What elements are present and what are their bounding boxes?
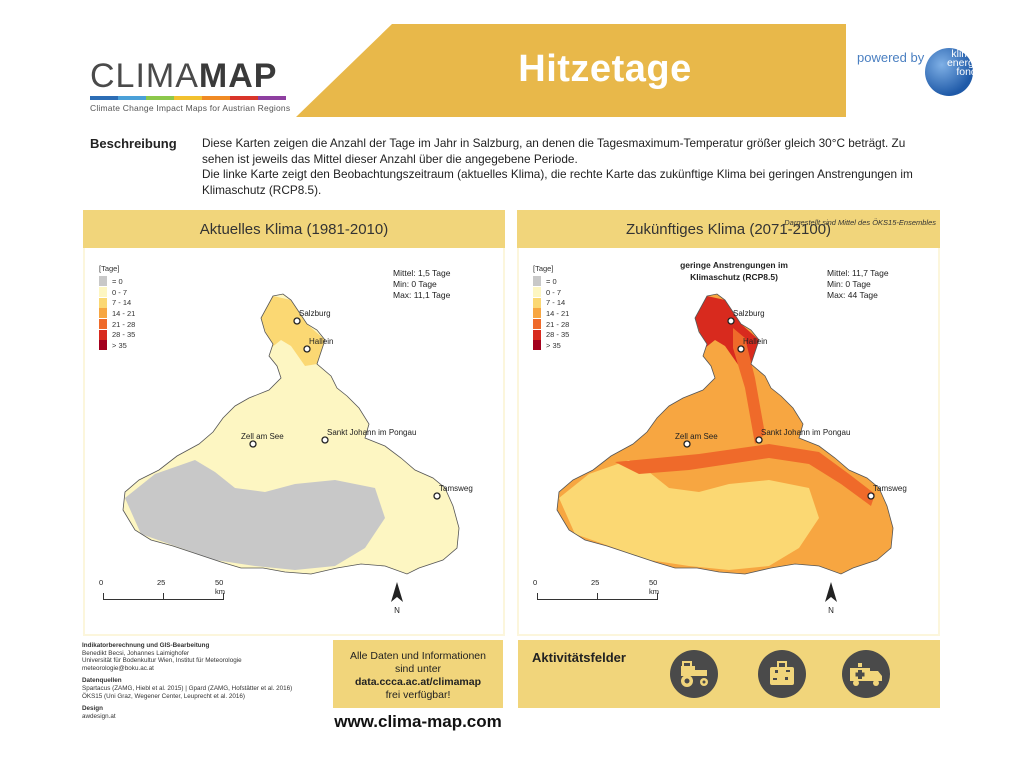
activity-title: Aktivitätsfelder (532, 650, 626, 665)
logo-bar-segment (174, 96, 202, 100)
legend-label: > 35 (546, 340, 561, 350)
legend-swatch (99, 340, 107, 350)
credits-line: Benedikt Becsi, Johannes Laimighofer (82, 649, 190, 657)
legend-label: 7 - 14 (112, 298, 132, 308)
map-panel-current (83, 210, 505, 636)
legend-unit: [Tage] (533, 264, 554, 273)
logo-bar-segment (202, 96, 230, 100)
logo-bar-segment (118, 96, 146, 100)
scale-label: 0 (99, 578, 104, 587)
map-area-current (85, 248, 503, 634)
stats-future (827, 268, 889, 301)
description-label: Beschreibung (90, 136, 177, 151)
legend-label: 7 - 14 (546, 298, 566, 308)
scale-label: 0 (533, 578, 538, 587)
logo-color-bar (90, 96, 286, 100)
place-marker (756, 437, 762, 443)
credits-heading: Design (82, 705, 103, 713)
legend-classes (533, 276, 569, 351)
panel-title-current: Aktuelles Klima (1981-2010) (83, 210, 505, 248)
legend-label: 28 - 35 (546, 330, 570, 340)
place-marker (294, 318, 300, 324)
legend-item (533, 297, 569, 308)
place-marker (868, 493, 874, 499)
stats-current (393, 268, 451, 301)
website-link[interactable]: www.clima-map.com (334, 712, 502, 731)
map-panel-future (517, 210, 940, 636)
credits-line: meteorologie@boku.ac.at (82, 664, 154, 672)
legend-swatch (99, 330, 107, 340)
legend-swatch (533, 298, 541, 308)
ensemble-note: Dargestellt sind Mittel des ÖKS15-Ensembles (784, 218, 936, 227)
powered-by-label: powered by (857, 50, 925, 65)
scalebar (533, 578, 669, 608)
place-label: Sankt Johann im Pongau (761, 428, 851, 437)
suitcase-icon[interactable] (758, 650, 806, 698)
legend-item (533, 329, 569, 340)
legend-item (533, 319, 569, 330)
scalebar (99, 578, 235, 608)
ambulance-icon[interactable] (842, 650, 890, 698)
place-label: Salzburg (733, 309, 765, 318)
legend (99, 264, 135, 351)
stat-min: Min: 0 Tage (827, 279, 871, 289)
legend-classes (99, 276, 135, 351)
scale-label: 25 (157, 578, 166, 587)
legend-swatch (99, 276, 107, 286)
north-arrow-icon: N (389, 582, 405, 614)
legend-item (99, 276, 135, 287)
place-marker (738, 346, 744, 352)
tractor-icon[interactable] (670, 650, 718, 698)
scale-label: 25 (591, 578, 600, 587)
description-line: Diese Karten zeigen die Anzahl der Tage im Jahr in Salzburg, an denen die Tagesmaximum-Temperatur größer gleich 30°C beträgt. Zu (202, 136, 906, 150)
place-marker (304, 346, 310, 352)
legend-item (99, 297, 135, 308)
legend-label: > 35 (112, 340, 127, 350)
description-line: Klimaschutz (RCP8.5). (202, 182, 322, 197)
scale-label: 50 km (215, 578, 225, 596)
logo-subtitle: Climate Change Impact Maps for Austrian Regions (90, 103, 291, 113)
legend-label: 0 - 7 (112, 287, 128, 297)
legend-swatch (533, 276, 541, 286)
legend-label: 14 - 21 (546, 308, 570, 318)
place-label: Hallein (743, 337, 768, 346)
climamap-logo (90, 58, 290, 113)
place-label: Hallein (309, 337, 334, 346)
legend-item (99, 329, 135, 340)
legend-swatch (533, 340, 541, 350)
credits-line: Universität für Bodenkultur Wien, Institut für Meteorologie (82, 657, 242, 665)
data-info-box: Alle Daten und Informationen sind unter data.ccca.ac.at/climamap frei verfügbar! (333, 640, 503, 708)
salzburg-heat-map-current (85, 248, 503, 634)
place-label: Sankt Johann im Pongau (327, 428, 417, 437)
legend (533, 264, 569, 351)
stat-mean: Mittel: 1,5 Tage (393, 268, 451, 278)
place-label: Tamsweg (439, 484, 473, 493)
legend-item (99, 340, 135, 351)
logo-bar-segment (258, 96, 286, 100)
credits-heading: Indikatorberechnung und GIS-Bearbeitung (82, 642, 210, 649)
legend-item (533, 340, 569, 351)
legend-item (533, 287, 569, 298)
logo-bar-segment (230, 96, 258, 100)
legend-swatch (99, 319, 107, 329)
description-line: Die linke Karte zeigt den Beobachtungszeitraum (aktuelles Klima), die rechte Karte das zukünftige Klima bei geringen Anstrengungen im (202, 167, 913, 181)
description-text (202, 136, 927, 198)
stat-max: Max: 44 Tage (827, 290, 878, 300)
credits-line: ÖKS15 (Uni Graz, Wegener Center, Leuprecht et al. 2016) (82, 692, 245, 700)
fund-name: klima+ energie fonds (946, 48, 982, 78)
legend-swatch (533, 308, 541, 318)
legend-swatch (99, 287, 107, 297)
north-arrow-icon: N (823, 582, 839, 614)
stat-min: Min: 0 Tage (393, 279, 437, 289)
logo-bar-segment (146, 96, 174, 100)
place-marker (322, 437, 328, 443)
page-title: Hitzetage (518, 48, 692, 90)
stat-max: Max: 11,1 Tage (393, 290, 451, 300)
legend-swatch (533, 287, 541, 297)
place-marker (434, 493, 440, 499)
legend-item (99, 287, 135, 298)
place-label: Zell am See (675, 432, 718, 441)
description-line: sehen ist jeweils das Mittel dieser Anzahl über die angegebene Periode. (202, 151, 578, 166)
salzburg-heat-map-future (519, 248, 938, 634)
logo-bar-segment (90, 96, 118, 100)
legend-label: 0 - 7 (546, 287, 562, 297)
scale-label: 50 km (649, 578, 659, 596)
panel-title-future: Zukünftiges Klima (2071-2100) Dargestellt sind Mittel des ÖKS15-Ensembles (517, 210, 940, 248)
place-label: Zell am See (241, 432, 284, 441)
legend-swatch (99, 308, 107, 318)
legend-item (99, 308, 135, 319)
place-marker (684, 441, 690, 447)
legend-item (533, 276, 569, 287)
legend-label: 14 - 21 (112, 308, 136, 318)
legend-item (99, 319, 135, 330)
scenario-subtitle: geringe Anstrengungen im Klimaschutz (RCP8.5) (680, 260, 788, 282)
legend-item (533, 308, 569, 319)
credits-line: awdesign.at (82, 712, 116, 720)
credits-line: Spartacus (ZAMG, Hiebl et al. 2015) | Gpard (ZAMG, Hofstätter et al. 2016) (82, 684, 293, 692)
stat-mean: Mittel: 11,7 Tage (827, 268, 889, 278)
activity-fields (518, 640, 940, 708)
map-area-future (519, 248, 938, 634)
credits (82, 642, 322, 720)
legend-label: = 0 (546, 276, 557, 286)
legend-label: 21 - 28 (112, 319, 136, 329)
legend-swatch (533, 319, 541, 329)
logo-wordmark: CLIMAMAP (90, 57, 278, 95)
legend-swatch (99, 298, 107, 308)
place-label: Tamsweg (873, 484, 907, 493)
legend-label: 21 - 28 (546, 319, 570, 329)
place-marker (728, 318, 734, 324)
legend-label: = 0 (112, 276, 123, 286)
legend-label: 28 - 35 (112, 330, 136, 340)
place-label: Salzburg (299, 309, 331, 318)
legend-unit: [Tage] (99, 264, 120, 273)
data-portal-link[interactable]: data.ccca.ac.at/climamap (354, 676, 482, 688)
legend-swatch (533, 330, 541, 340)
credits-heading: Datenquellen (82, 677, 122, 685)
place-marker (250, 441, 256, 447)
